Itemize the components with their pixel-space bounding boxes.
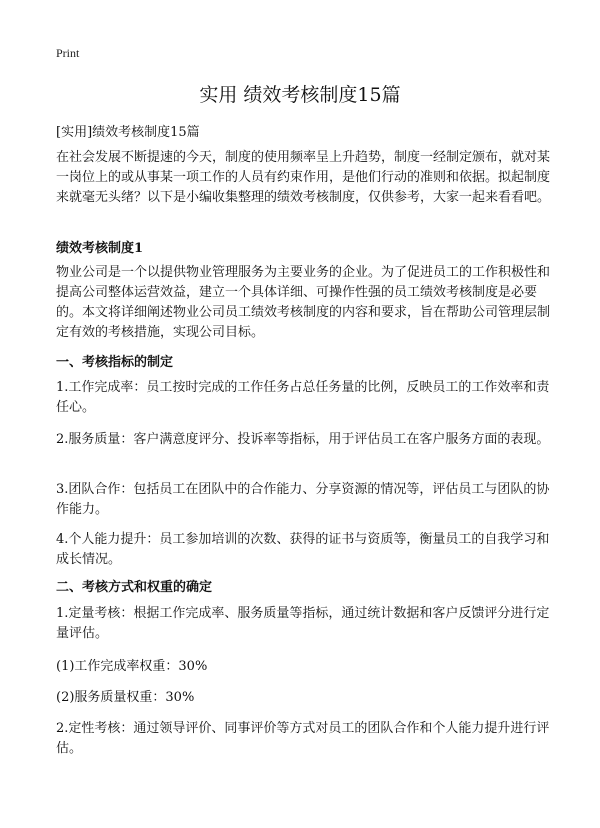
section1-heading: 绩效考核制度1 xyxy=(56,241,144,256)
indicator-item-2: 2.服务质量：客户满意度评分、投诉率等指标，用于评估员工在客户服务方面的表现。 xyxy=(56,432,550,447)
document-subtitle: [实用]绩效考核制度15篇 xyxy=(56,125,200,140)
weight-item-1: (1)工作完成率权重：30% xyxy=(56,659,208,674)
print-link[interactable]: Print xyxy=(56,46,80,60)
section1-paragraph: 物业公司是一个以提供物业管理服务为主要业务的企业。为了促进员工的工作积极性和提高公司整体运营效益，建立一个具体详细、可操作性强的员工绩效考核制度是必要的。本文将详细阐述物业公司员工绩效考核制度的内容和要求，旨在帮助公司管理层制定有效的考核措施，实现公司目标。 xyxy=(56,265,551,340)
method-item-1: 1.定量考核：根据工作完成率、服务质量等指标，通过统计数据和客户反馈评分进行定量评估。 xyxy=(56,606,550,641)
part2-heading: 二、考核方式和权重的确定 xyxy=(56,580,213,595)
weight-item-2: (2)服务质量权重：30% xyxy=(56,690,195,705)
indicator-item-4: 4.个人能力提升：员工参加培训的次数、获得的证书与资质等，衡量员工的自我学习和成长情况。 xyxy=(56,532,550,567)
intro-paragraph: 在社会发展不断提速的今天，制度的使用频率呈上升趋势，制度一经制定颁布，就对某一岗位上的或从事某一项工作的人员有约束作用，是他们行动的准则和依据。拟起制度来就毫无头绪？以下是小编收集整理的绩效考核制度，仅供参考，大家一起来看看吧。 xyxy=(56,150,551,205)
part1-heading: 一、考核指标的制定 xyxy=(56,355,174,370)
method-item-2: 2.定性考核：通过领导评价、同事评价等方式对员工的团队合作和个人能力提升进行评估。 xyxy=(56,721,550,756)
indicator-item-1: 1.工作完成率：员工按时完成的工作任务占总任务量的比例，反映员工的工作效率和责任心。 xyxy=(56,380,550,415)
indicator-item-3: 3.团队合作：包括员工在团队中的合作能力、分享资源的情况等，评估员工与团队的协作能力。 xyxy=(56,482,550,517)
page-title: 实用 绩效考核制度15篇 xyxy=(199,84,401,106)
